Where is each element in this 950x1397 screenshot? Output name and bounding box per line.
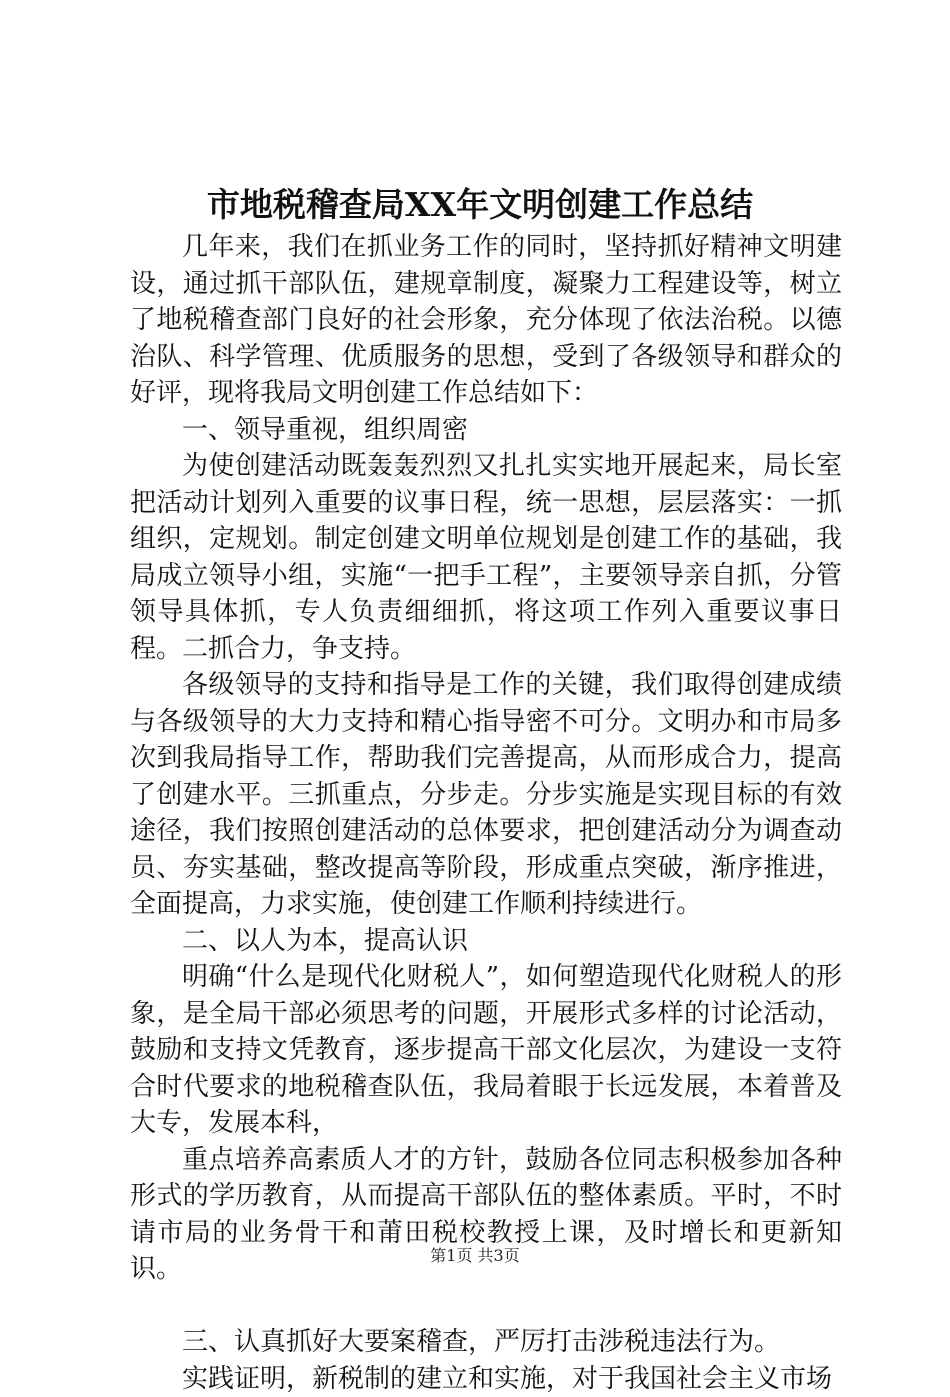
paragraph-section-1-b: 各级领导的支持和指导是工作的关键，我们取得创建成绩与各级领导的大力支持和精心指导密不可分。文明办和市局多次到我局指导工作，帮助我们完善提高，从而形成合力，提高了创建水平。三抓重点，分步走。分步实施是实现目标的有效途径，我们按照创建活动的总体要求，把创建活动分为调查动员、夯实基础，整改提高等阶段，形成重点突破，渐序推进，全面提高，力求实施，使创建工作顺利持续进行。 bbox=[130, 667, 842, 923]
page-footer: 第1页 共3页 bbox=[0, 1245, 950, 1267]
paragraph-section-2-b: 重点培养高素质人才的方针，鼓励各位同志积极参加各种形式的学历教育，从而提高干部队伍的整体素质。平时，不时请市局的业务骨干和莆田税校教授上课，及时增长和更新知识。 bbox=[130, 1142, 842, 1288]
paragraph-section-3-a: 实践证明，新税制的建立和实施，对于我国社会主义市场 bbox=[130, 1361, 842, 1397]
paragraph-intro: 几年来，我们在抓业务工作的同时，坚持抓好精神文明建设，通过抓干部队伍，建规章制度，凝聚力工程建设等，树立了地税稽查部门良好的社会形象，充分体现了依法治税。以德治队、科学管理、优质服务的思想，受到了各级领导和群众的好评，现将我局文明创建工作总结如下： bbox=[130, 229, 842, 412]
document-body bbox=[130, 229, 842, 1397]
section-heading-1: 一、领导重视，组织周密 bbox=[130, 412, 842, 449]
section-heading-2: 二、以人为本，提高认识 bbox=[130, 923, 842, 960]
paragraph-section-2-a: 明确“什么是现代化财税人”，如何塑造现代化财税人的形象，是全局干部必须思考的问题，开展形式多样的讨论活动，鼓励和支持文凭教育，逐步提高干部文化层次，为建设一支符合时代要求的地税稽查队伍，我局着眼于长远发展，本着普及大专，发展本科， bbox=[130, 959, 842, 1142]
paragraph-section-1-a: 为使创建活动既轰轰烈烈又扎扎实实地开展起来，局长室把活动计划列入重要的议事日程，统一思想，层层落实：一抓组织，定规划。制定创建文明单位规划是创建工作的基础，我局成立领导小组，实施“一把手工程”，主要领导亲自抓，分管领导具体抓，专人负责细细抓，将这项工作列入重要议事日程。二抓合力，争支持。 bbox=[130, 448, 842, 667]
document-title: 市地税稽查局XX年文明创建工作总结 bbox=[130, 182, 830, 228]
section-heading-3: 三、认真抓好大要案稽查，严厉打击涉税违法行为。 bbox=[130, 1324, 842, 1361]
